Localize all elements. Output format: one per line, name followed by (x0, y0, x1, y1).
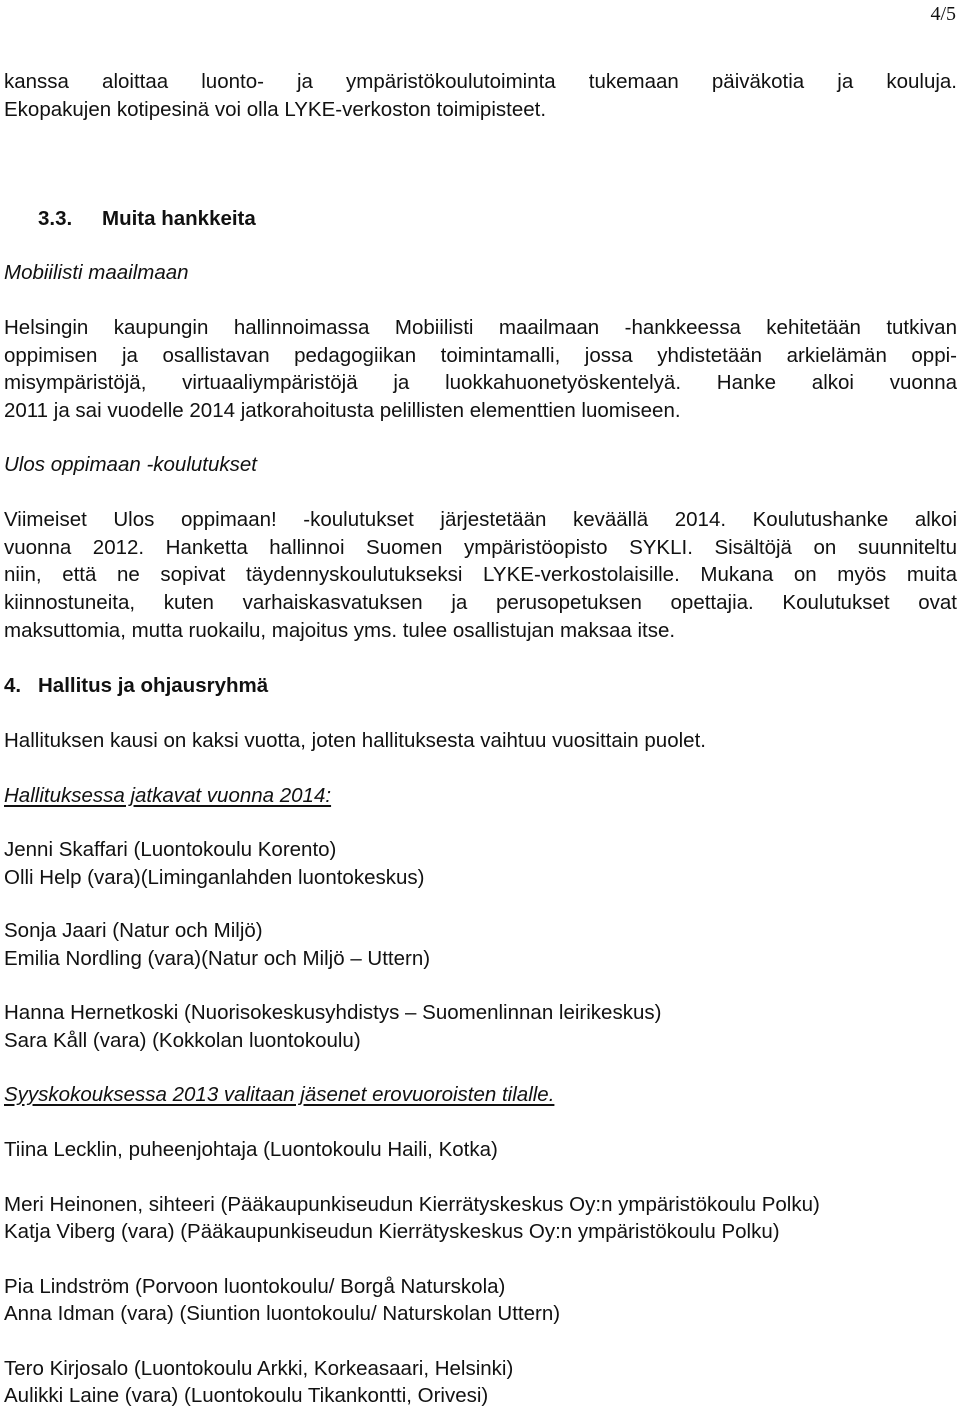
member-item: Emilia Nordling (vara)(Natur och Miljö – Uttern) (4, 947, 431, 970)
paragraph-line: misympäristöjä, virtuaaliympäristöjä ja luokkahuonetyöskentelyä. Hanke alkoi vuonna (4, 371, 957, 394)
paragraph-line: Hallituksen kausi on kaksi vuotta, joten hallituksesta vaihtuu vuosittain puolet. (4, 729, 706, 752)
paragraph-line: maksuttomia, mutta ruokailu, majoitus yms. tulee osallistujan maksaa itse. (4, 619, 676, 642)
section-heading (4, 672, 268, 700)
member-item: Anna Idman (vara) (Siuntion luontokoulu/ Naturskolan Uttern) (4, 1302, 561, 1325)
paragraph-line: niin, että ne sopivat täydennyskoulutukseksi LYKE-verkostolaisille. Mukana on myös muita (4, 563, 957, 586)
section-title: Hallitus ja ohjausryhmä (38, 674, 269, 697)
paragraph-line: vuonna 2012. Hanketta hallinnoi Suomen ympäristöopisto SYKLI. Sisältöjä on suunniteltu (4, 536, 957, 559)
paragraph-line: Viimeiset Ulos oppimaan! -koulutukset järjestetään keväällä 2014. Koulutushanke alkoi (4, 508, 957, 531)
section-heading (38, 205, 256, 233)
paragraph-line: oppimisen ja osallistavan pedagogiikan toimintamalli, jossa yhdistetään arkielämän oppi- (4, 344, 957, 367)
paragraph-line: Helsingin kaupungin hallinnoimassa Mobiilisti maailmaan -hankkeessa kehitetään tutkivan (4, 316, 957, 339)
member-item: Pia Lindström (Porvoon luontokoulu/ Borgå Naturskola) (4, 1275, 506, 1298)
paragraph-line: 2011 ja sai vuodelle 2014 jatkorahoitusta pelillisten elementtien luomiseen. (4, 399, 681, 422)
member-item: Hanna Hernetkoski (Nuorisokeskusyhdistys – Suomenlinnan leirikeskus) (4, 1001, 662, 1024)
subsection-title: Ulos oppimaan -koulutukset (4, 453, 257, 476)
member-item: Tiina Lecklin, puheenjohtaja (Luontokoulu Haili, Kotka) (4, 1138, 498, 1161)
subsection-title: Mobiilisti maailmaan (4, 261, 189, 284)
page-number: 4/5 (930, 3, 956, 25)
member-item: Meri Heinonen, sihteeri (Pääkaupunkiseudun Kierrätyskeskus Oy:n ympäristökoulu Polku) (4, 1193, 820, 1216)
section-title: Muita hankkeita (102, 207, 256, 230)
paragraph-line: kiinnostuneita, kuten varhaiskasvatuksen ja perusopetuksen opettajia. Koulutukset ovat (4, 591, 957, 614)
intro-line: Ekopakujen kotipesinä voi olla LYKE-verkoston toimipisteet. (4, 98, 547, 121)
list-heading: Hallituksessa jatkavat vuonna 2014: (4, 784, 332, 807)
member-item: Aulikki Laine (vara) (Luontokoulu Tikankontti, Orivesi) (4, 1384, 489, 1407)
member-item: Sonja Jaari (Natur och Miljö) (4, 919, 263, 942)
member-item: Katja Viberg (vara) (Pääkaupunkiseudun Kierrätyskeskus Oy:n ympäristökoulu Polku) (4, 1220, 780, 1243)
section-number: 4. (4, 674, 22, 697)
intro-line: kanssa aloittaa luonto- ja ympäristökoulutoiminta tukemaan päiväkotia ja kouluja. (4, 70, 957, 93)
member-item: Sara Kåll (vara) (Kokkolan luontokoulu) (4, 1029, 361, 1052)
list-heading: Syyskokouksessa 2013 valitaan jäsenet erovuoroisten tilalle. (4, 1083, 555, 1106)
member-item: Tero Kirjosalo (Luontokoulu Arkki, Korkeasaari, Helsinki) (4, 1357, 514, 1380)
member-item: Jenni Skaffari (Luontokoulu Korento) (4, 838, 337, 861)
section-number: 3.3. (38, 207, 73, 230)
member-item: Olli Help (vara)(Liminganlahden luontokeskus) (4, 866, 425, 889)
